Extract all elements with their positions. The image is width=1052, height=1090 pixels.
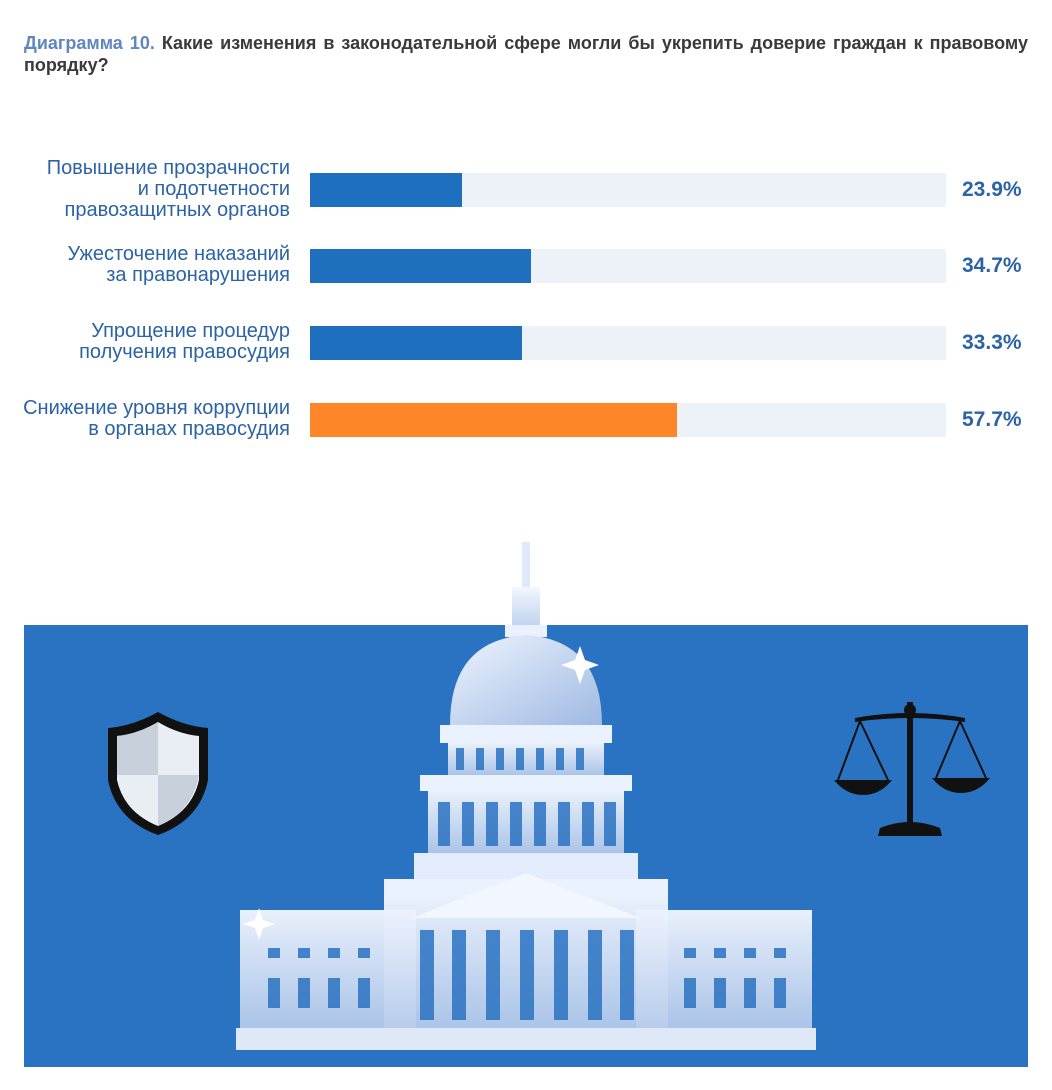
bar	[310, 326, 522, 360]
category-label: Упрощение процедур получения правосудия	[79, 320, 290, 363]
chart-question: Какие изменения в законодательной сфере могли бы укрепить доверие граждан к правовому порядку?	[24, 33, 1028, 75]
value-label: 57.7%	[962, 408, 1022, 431]
illustration	[0, 530, 1052, 1090]
value-label: 34.7%	[962, 254, 1022, 277]
bar	[310, 173, 462, 207]
bar-track	[310, 173, 946, 207]
value-label: 33.3%	[962, 331, 1022, 354]
bar-track	[310, 326, 946, 360]
bar	[310, 249, 531, 283]
value-label: 23.9%	[962, 178, 1022, 201]
bar-track	[310, 249, 946, 283]
category-label: Ужесточение наказаний за правонарушения	[67, 243, 290, 286]
chart-number: Диаграмма 10.	[24, 33, 155, 53]
bar	[310, 403, 677, 437]
category-label: Повышение прозрачности и подотчетности правозащитных органов	[46, 156, 290, 221]
chart-title	[24, 32, 1028, 76]
category-label: Снижение уровня коррупции в органах правосудия	[23, 397, 290, 440]
bar-track	[310, 403, 946, 437]
